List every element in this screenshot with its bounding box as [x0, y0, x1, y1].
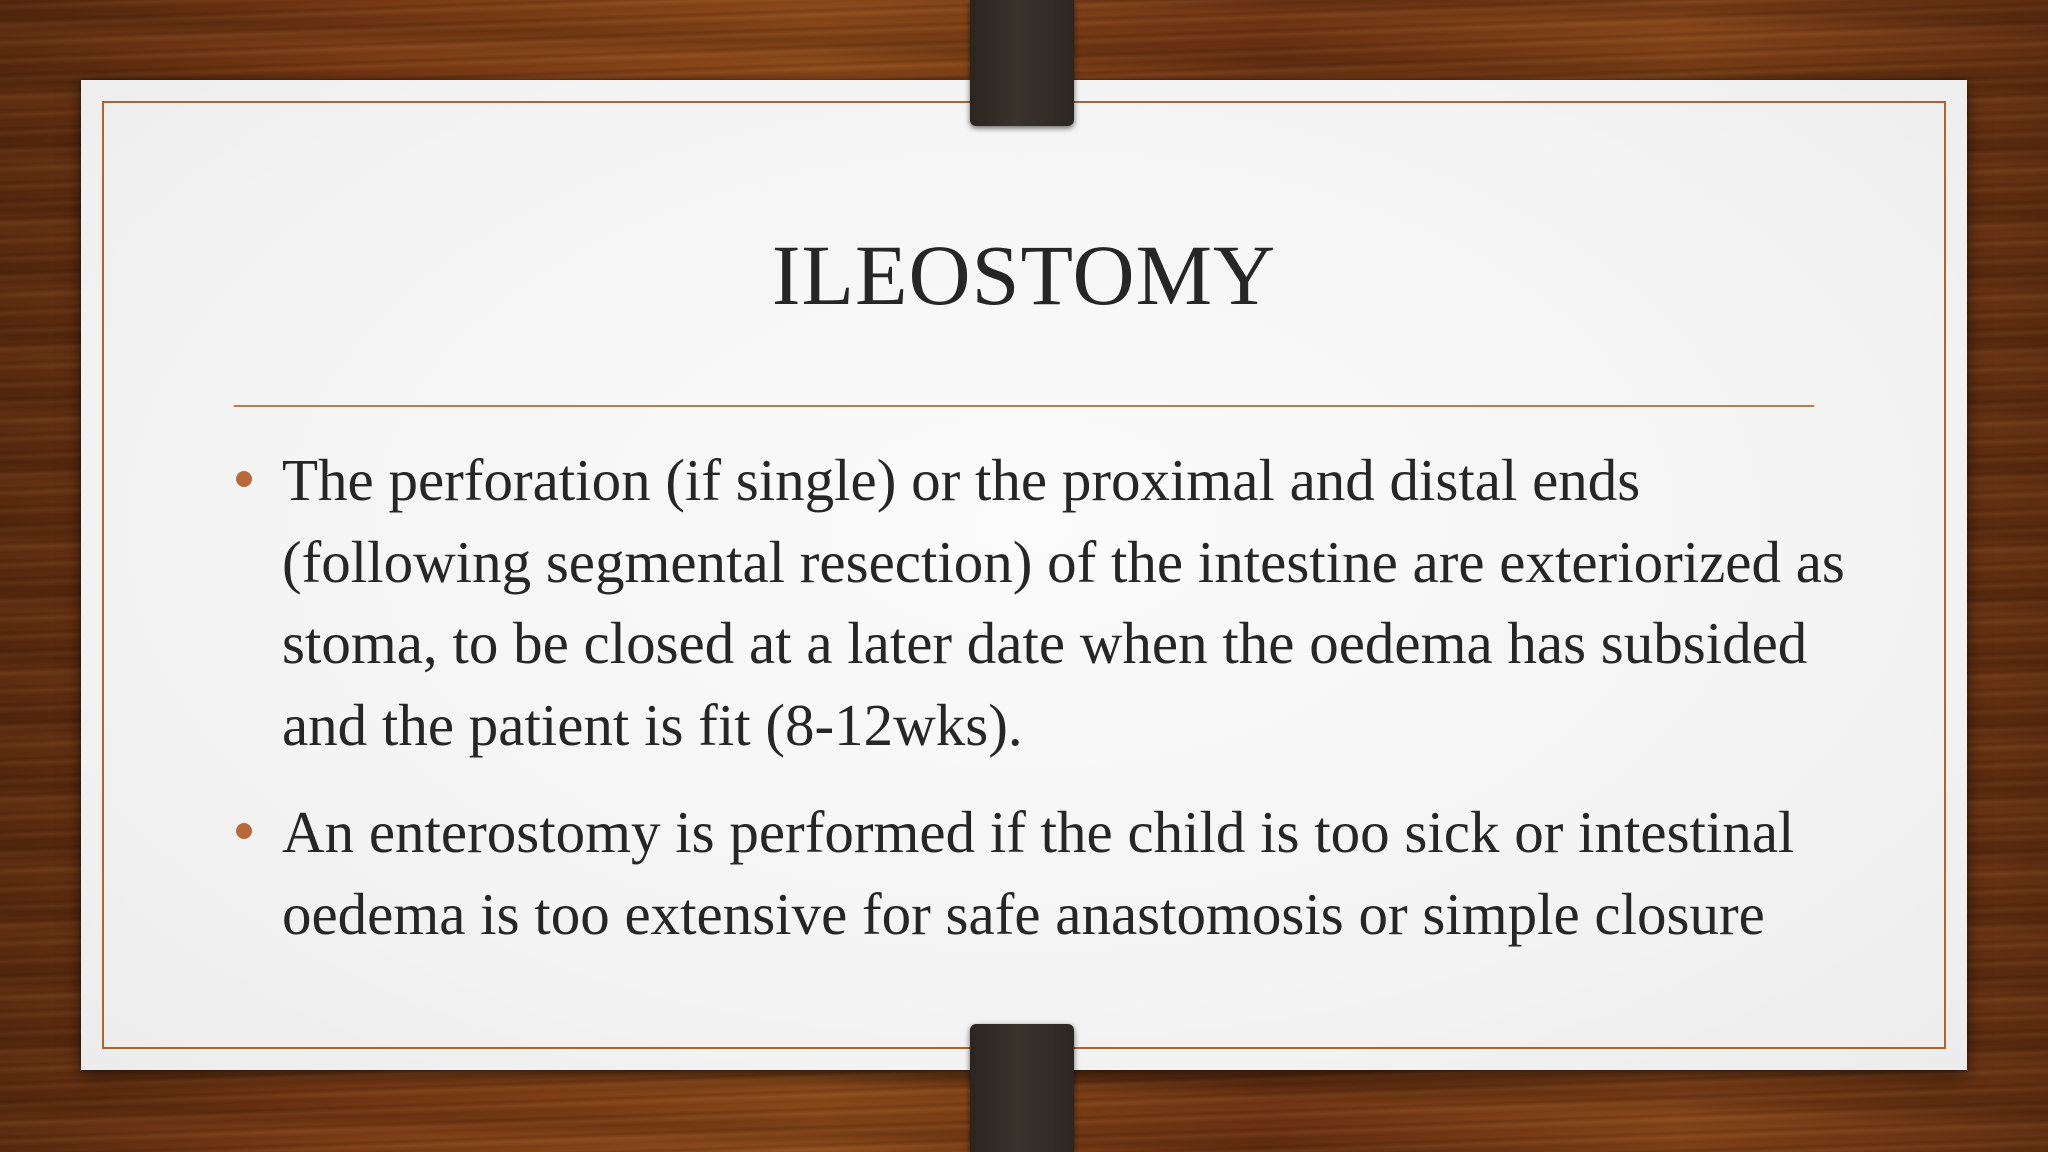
bullet-text: An enterostomy is performed if the child is too sick or intestinal oedema is too extensive for safe anastomosis or simple closure [282, 799, 1795, 947]
top-clip [970, 0, 1074, 126]
bottom-clip [970, 1024, 1074, 1152]
bullet-dot-icon [236, 823, 252, 839]
bullet-list [236, 440, 1876, 981]
bullet-item [236, 440, 1876, 766]
bullet-dot-icon [236, 471, 252, 487]
bullet-text: The perforation (if single) or the proximal and distal ends (following segmental resection) of the intestine are exteriorized as stoma, to be closed at a later date when the oedema has subsided and the patient is fit (8-12wks). [282, 447, 1845, 758]
slide-title: ILEOSTOMY [771, 227, 1277, 323]
bullet-item [236, 792, 1876, 955]
title-divider [234, 405, 1814, 407]
